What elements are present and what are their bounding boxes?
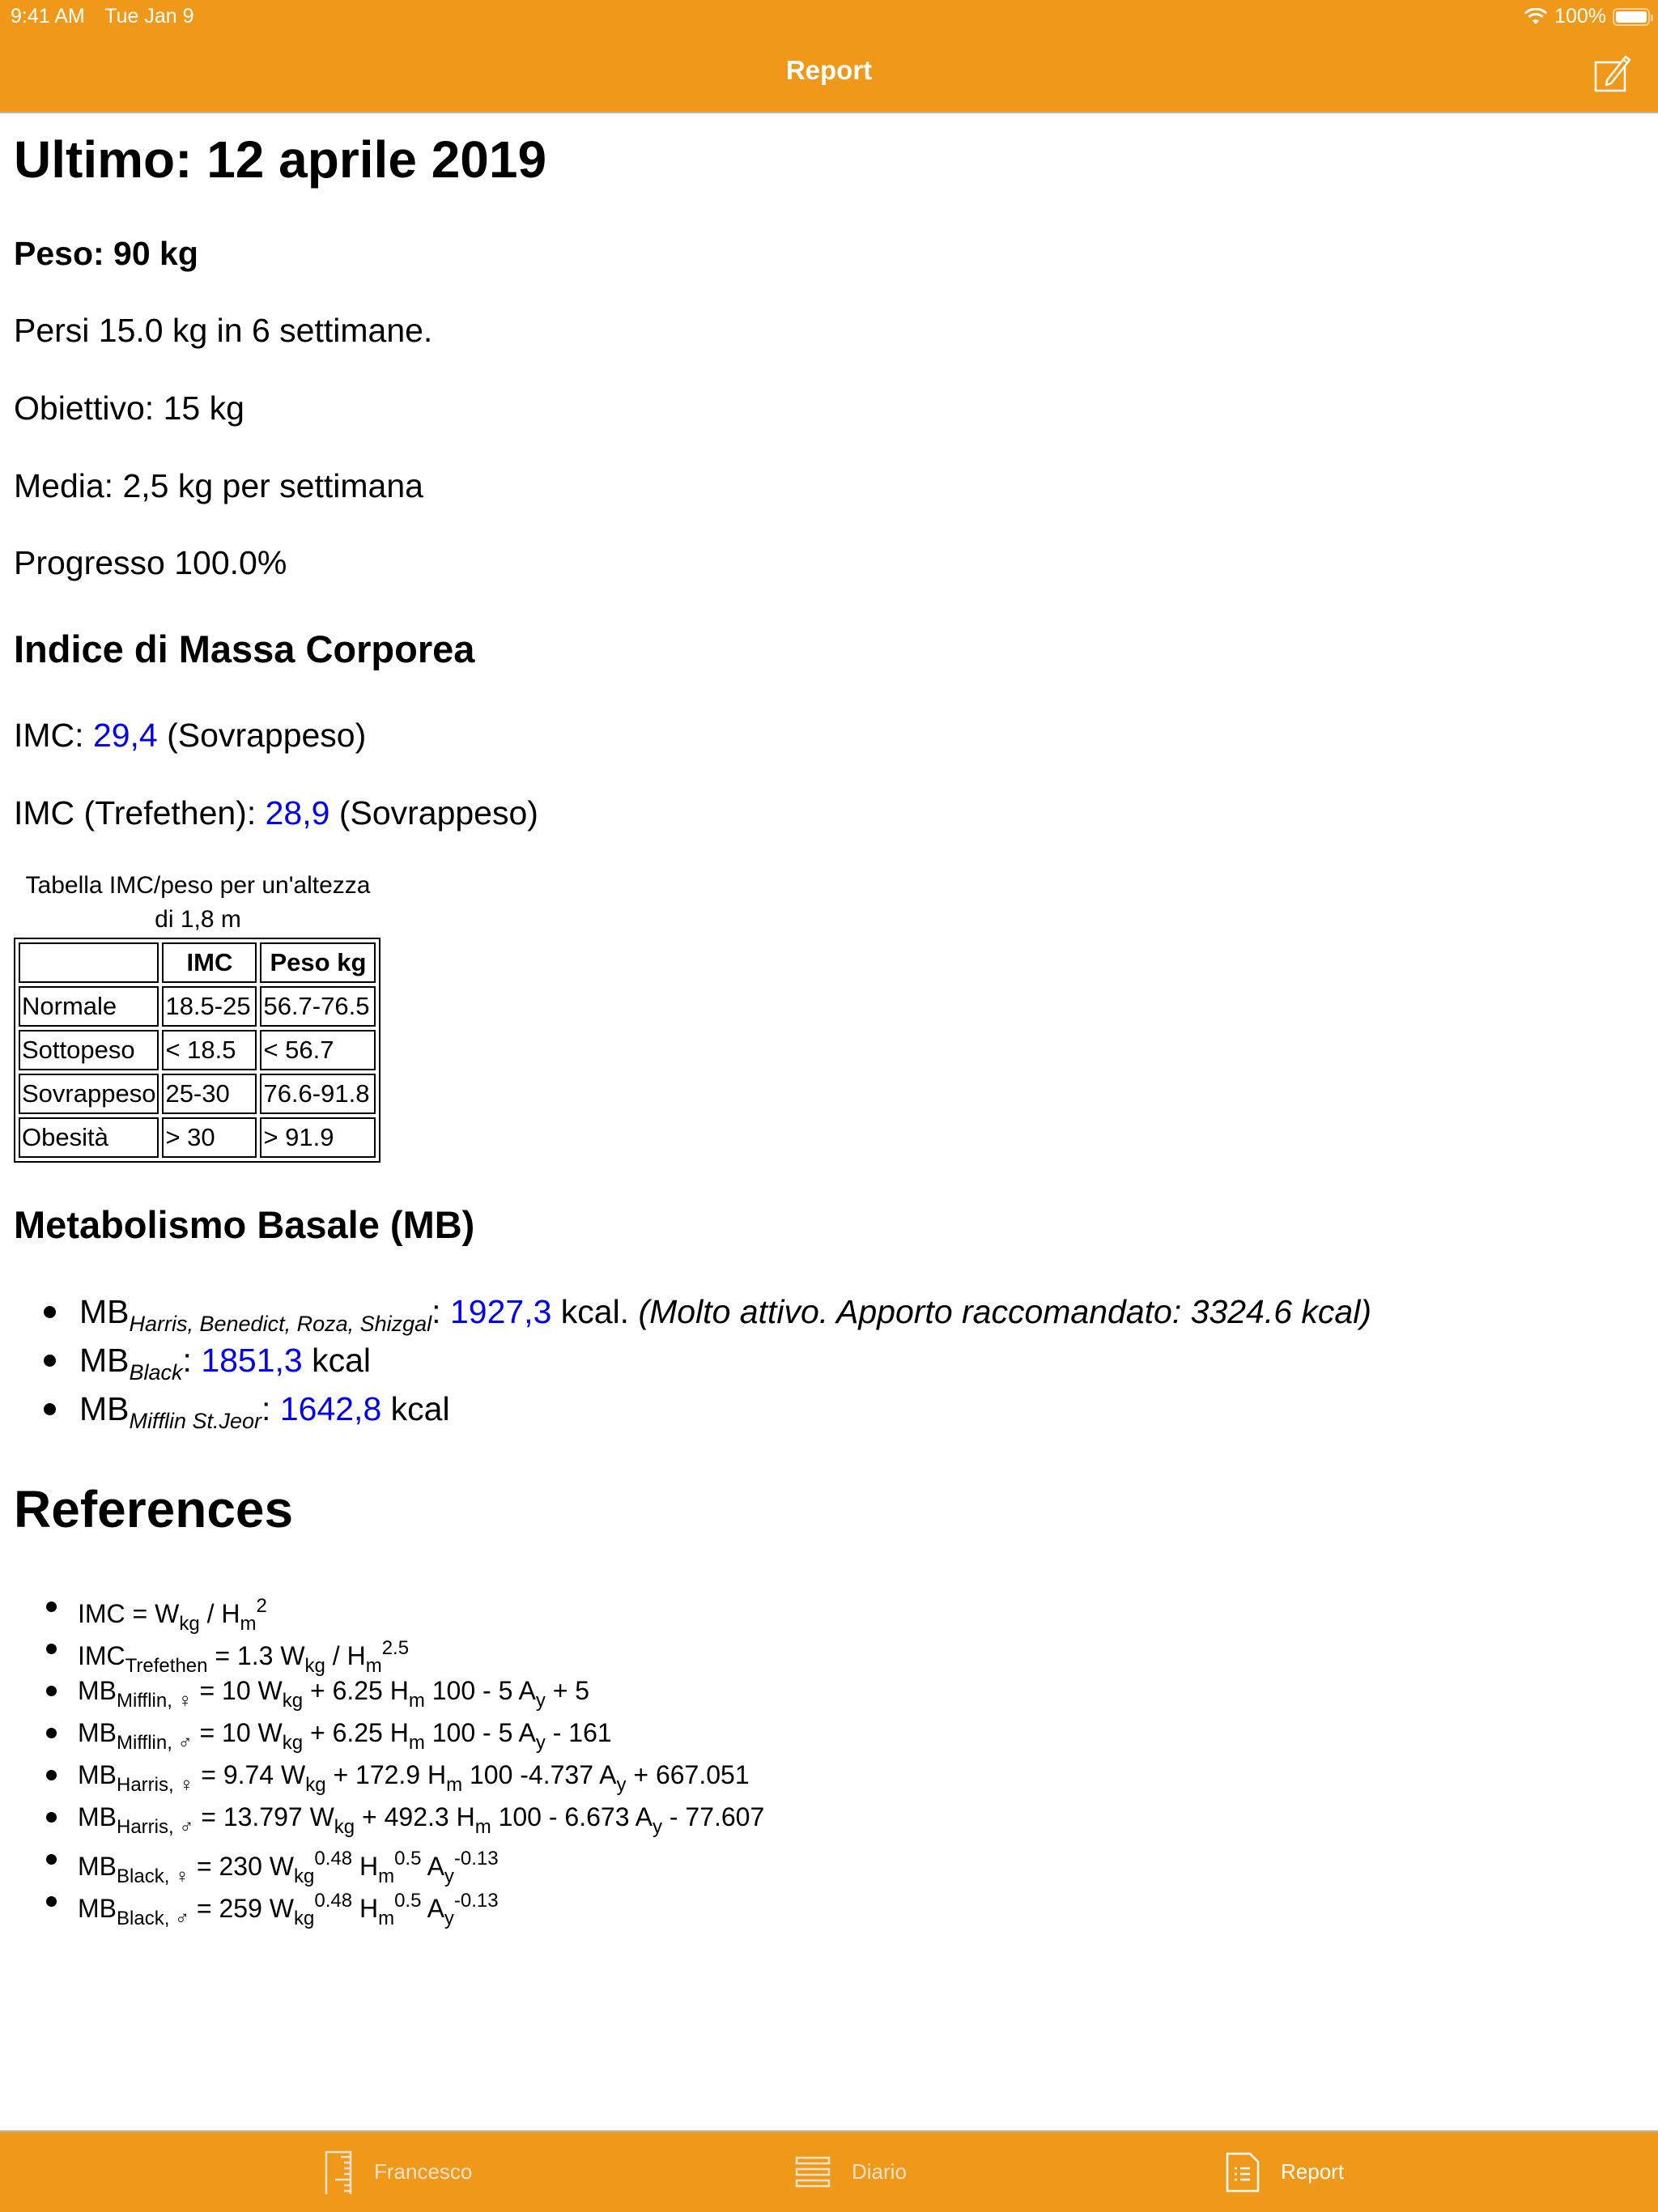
compose-button[interactable]	[1593, 52, 1632, 92]
ruler-icon	[324, 2150, 353, 2194]
table-header-cell: IMC	[162, 942, 257, 983]
table-header-cell	[19, 942, 159, 983]
mb-mifflin-value[interactable]: 1642,8	[279, 1390, 382, 1427]
table-cell: Sovrappeso	[19, 1074, 159, 1114]
mb-prefix: MB	[79, 1390, 130, 1427]
mb-heading: Metabolismo Basale (MB)	[14, 1203, 475, 1246]
table-cell: 18.5-25	[162, 986, 257, 1027]
separator: :	[261, 1390, 280, 1427]
references-list	[14, 1585, 765, 1929]
page-title: Report	[785, 55, 873, 85]
tab-label: Report	[1281, 2159, 1345, 2184]
status-time: 9:41 AM	[11, 5, 85, 28]
imc-status: (Sovrappeso)	[157, 717, 367, 754]
table-cell: < 18.5	[162, 1030, 257, 1070]
list-item	[14, 1336, 1371, 1385]
reference-item: $MB_{Black, ♀} = 230$ $W_{kg}^{0.48}$ $H_m^{0.5}$ $A_y^{-0.13}$	[14, 1838, 764, 1880]
imc-value[interactable]: 29,4	[92, 717, 158, 754]
reference-item: IMC = $W_{kg} / H_m^2$	[14, 1585, 764, 1627]
mb-formula-name: Harris, Benedict, Roza, Shizgal	[129, 1312, 432, 1336]
average-text: Media: 2,5 kg per settimana	[14, 467, 423, 504]
progress-text: Progresso 100.0%	[14, 544, 287, 581]
bmi-weight-table	[14, 938, 380, 1163]
table-cell: Normale	[19, 986, 159, 1027]
separator: :	[182, 1342, 202, 1379]
status-bar-right	[1524, 5, 1650, 28]
caption-line-2: di 1,8 m	[155, 906, 241, 933]
unit: kcal	[302, 1342, 372, 1379]
bmi-table-caption	[14, 869, 382, 937]
table-row	[19, 1030, 376, 1070]
list-item	[14, 1385, 1371, 1433]
tab-diario[interactable]	[795, 2132, 907, 2212]
references-heading: References	[14, 1480, 294, 1538]
reference-item: $IMC_{Trefethen} = 1.3$ $W_{kg} / H_m^{2.5}$	[14, 1627, 764, 1670]
reference-item: $MB_{Harris, ♂} = 13.797$ $W_{kg} + 492.3$ $H_m$ 100 - 6.673 $A_y - 77.607$	[14, 1796, 764, 1838]
imc-trefethen-value[interactable]: 28,9	[265, 794, 330, 832]
tab-bar	[0, 2130, 1658, 2212]
separator: :	[432, 1293, 450, 1330]
table-cell: < 56.7	[260, 1030, 376, 1070]
unit: kcal.	[551, 1293, 639, 1330]
table-header-row	[19, 942, 376, 983]
reference-item: $MB_{Black, ♂} = 259$ $W_{kg}^{0.48}$ $H_m^{0.5}$ $A_y^{-0.13}$	[14, 1880, 764, 1922]
table-cell: Obesità	[19, 1117, 159, 1158]
table-row	[19, 1117, 376, 1158]
tab-label: Diario	[852, 2159, 907, 2184]
tab-label: Francesco	[374, 2159, 473, 2184]
imc-trefethen-status: (Sovrappeso)	[329, 794, 538, 832]
battery-icon	[1613, 8, 1650, 26]
list-icon	[795, 2156, 831, 2189]
imc-line	[14, 717, 366, 755]
weight-lost-text: Persi 15.0 kg in 6 settimane.	[14, 312, 433, 349]
table-row	[19, 986, 376, 1027]
table-cell: 76.6-91.8	[260, 1074, 376, 1114]
mb-prefix: MB	[79, 1342, 130, 1379]
caption-line-1: Tabella IMC/peso per un'altezza	[25, 872, 371, 899]
imc-trefethen-label: IMC (Trefethen):	[14, 794, 266, 832]
report-title: Ultimo: 12 aprile 2019	[14, 130, 547, 189]
tab-report[interactable]	[1226, 2132, 1344, 2212]
table-cell: > 91.9	[260, 1117, 376, 1158]
status-date: Tue Jan 9	[104, 5, 194, 28]
table-cell: 56.7-76.5	[260, 986, 376, 1027]
reference-item: $MB_{Mifflin, ♀} = 10$ $W_{kg} + 6.25$ $H_m$ 100 - 5 $A_y + 5$	[14, 1670, 764, 1712]
unit: kcal	[381, 1390, 450, 1427]
document-list-icon	[1226, 2152, 1260, 2193]
status-bar-left	[11, 5, 209, 28]
mb-formula-name: Mifflin St.Jeor	[129, 1409, 262, 1433]
mb-black-value[interactable]: 1851,3	[201, 1342, 303, 1379]
table-row	[19, 1074, 376, 1114]
bmi-heading: Indice di Massa Corporea	[14, 627, 475, 670]
mb-list	[14, 1287, 1371, 1433]
mb-prefix: MB	[79, 1293, 130, 1330]
imc-trefethen-line	[14, 794, 538, 832]
reference-item: $MB_{Mifflin, ♂} = 10$ $W_{kg} + 6.25$ $H_m$ 100 - 5 $A_y - 161$	[14, 1712, 764, 1754]
mb-harris-value[interactable]: 1927,3	[449, 1293, 552, 1330]
activity-note: (Molto attivo. Apporto raccomandato: 3324.6 kcal)	[638, 1293, 1371, 1330]
navigation-bar	[0, 0, 1658, 113]
mb-formula-name: Black	[129, 1360, 183, 1385]
wifi-icon	[1524, 8, 1548, 26]
compose-icon	[1593, 52, 1632, 92]
tab-francesco[interactable]	[324, 2132, 472, 2212]
weight-heading: Peso: 90 kg	[14, 235, 198, 272]
battery-percent: 100%	[1554, 5, 1606, 28]
list-item	[14, 1287, 1371, 1336]
table-cell: Sottopeso	[19, 1030, 159, 1070]
table-header-cell: Peso kg	[260, 942, 376, 983]
goal-text: Obiettivo: 15 kg	[14, 389, 244, 427]
reference-item: $MB_{Harris, ♀} = 9.74$ $W_{kg} + 172.9$ $H_m$ 100 -4.737 $A_y + 667.051$	[14, 1754, 764, 1796]
table-cell: > 30	[162, 1117, 257, 1158]
imc-label: IMC:	[14, 717, 93, 754]
table-cell: 25-30	[162, 1074, 257, 1114]
